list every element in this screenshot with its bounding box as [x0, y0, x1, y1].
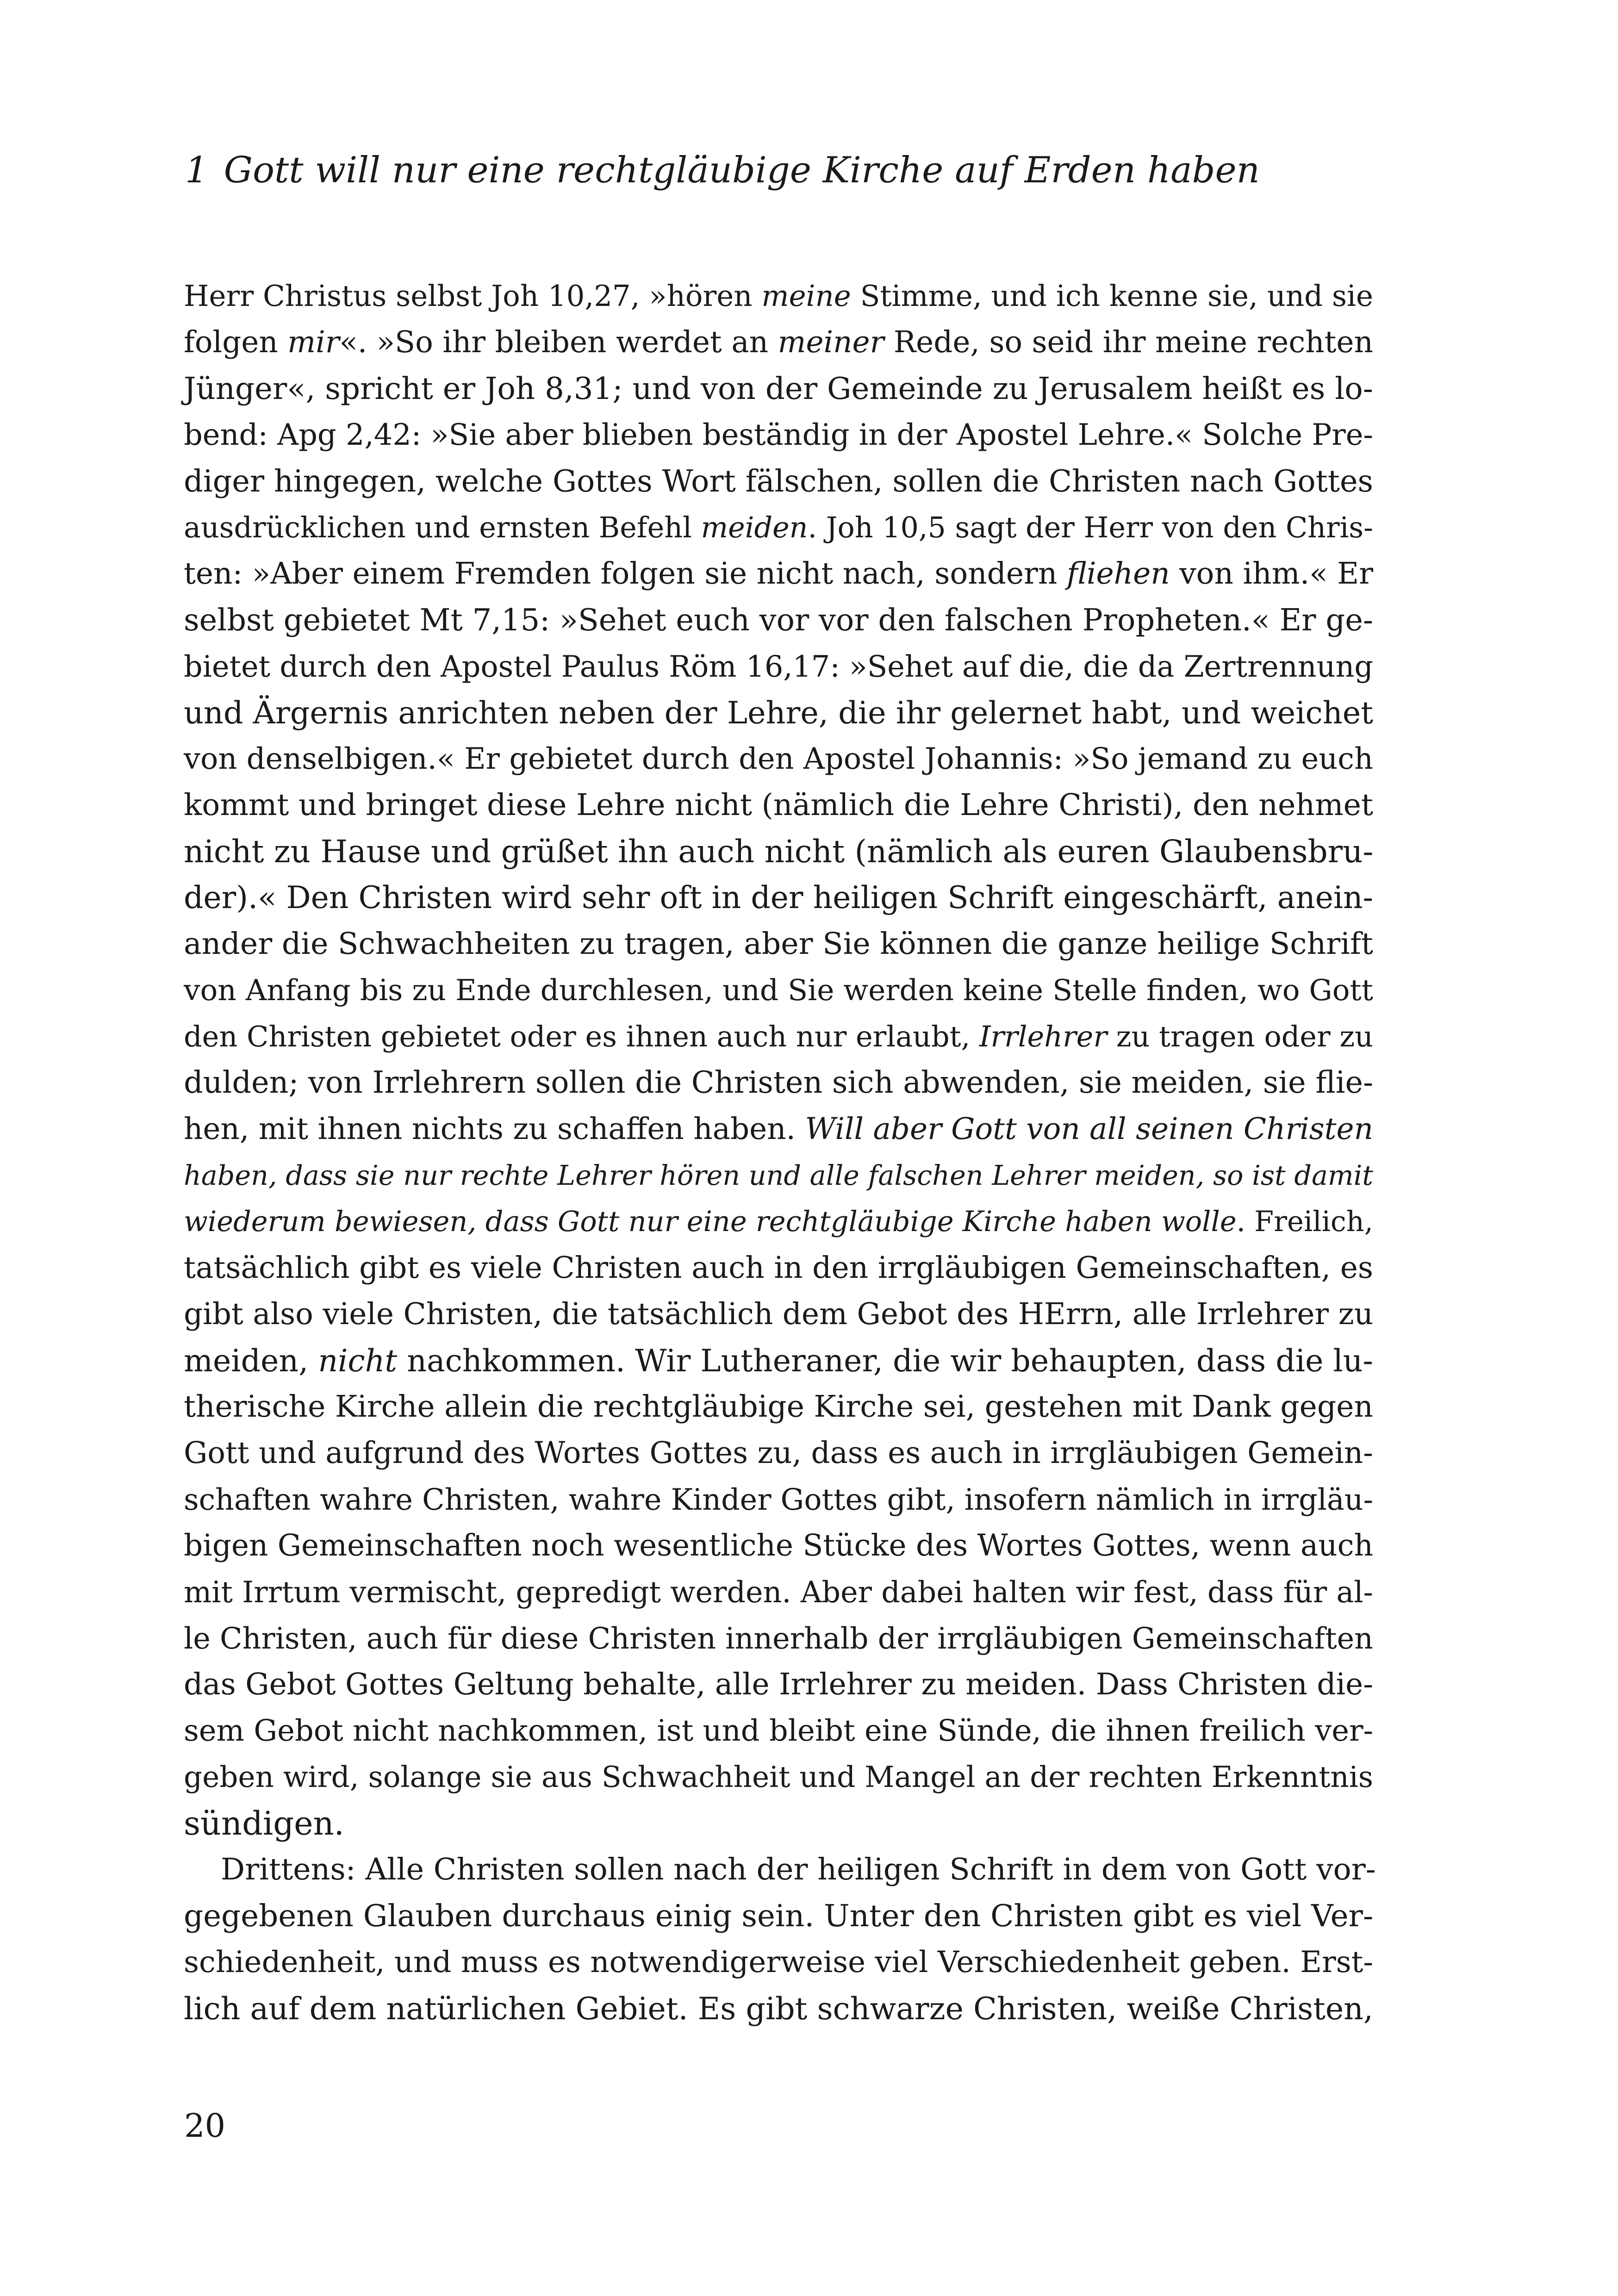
text-line — [184, 1708, 1373, 1754]
emphasized-text: nicht — [318, 1343, 398, 1379]
text-run: tatsächlich gibt es viele Christen auch in den irrgläubigen Gemeinschaften, es — [184, 1251, 1373, 1285]
text-line — [184, 1754, 1373, 1800]
text-line — [184, 1014, 1373, 1060]
text-line — [184, 921, 1373, 967]
body-text — [184, 273, 1376, 2032]
text-line — [184, 1430, 1373, 1476]
text-line — [184, 1985, 1373, 2032]
text-run: von ihm.« Er — [1170, 556, 1374, 591]
text-line — [184, 828, 1373, 875]
text-run: bend: Apg 2,42: »Sie aber blieben beständig in der Apostel Lehre.« Solche Pre- — [184, 418, 1373, 452]
text-run: . Freilich, — [1236, 1206, 1373, 1238]
text-run: den Christen gebietet oder es ihnen auch nur erlaubt, — [184, 1020, 979, 1053]
emphasized-text: mir — [287, 325, 340, 360]
text-run: Gott und aufgrund des Wortes Gottes zu, dass es auch in irrgläubigen Gemein- — [184, 1436, 1373, 1470]
chapter-number: 1 — [185, 149, 208, 191]
text-run: Rede, so seid ihr meine rechten — [884, 325, 1373, 360]
text-run: folgen — [184, 325, 288, 360]
emphasized-text: Will aber Gott von all seinen Christen — [805, 1112, 1373, 1146]
text-run: schiedenheit, und muss es notwendigerweise viel Verschiedenheit geben. Erst- — [184, 1945, 1373, 1979]
text-run: therische Kirche allein die rechtgläubige Kirche sei, gestehen mit Dank gegen — [184, 1389, 1373, 1424]
text-line — [184, 875, 1373, 921]
text-line — [184, 458, 1373, 504]
text-line — [184, 1106, 1373, 1152]
chapter-title: Gott will nur eine rechtgläubige Kirche auf Erden haben — [224, 149, 1260, 191]
text-line — [184, 1291, 1373, 1338]
emphasized-text: meiden — [701, 511, 808, 544]
text-run: gegebenen Glauben durchaus einig sein. Unter den Christen gibt es viel Ver- — [184, 1898, 1374, 1934]
text-line — [184, 1338, 1373, 1384]
text-line — [184, 412, 1373, 458]
text-run: meiden, — [184, 1343, 318, 1379]
text-run: ander die Schwachheiten zu tragen, aber Sie können die ganze heilige Schrift — [184, 927, 1373, 961]
text-run: sem Gebot nicht nachkommen, ist und bleibt eine Sünde, die ihnen freilich ver- — [184, 1714, 1373, 1748]
text-line — [184, 366, 1373, 412]
text-run: schaften wahre Christen, wahre Kinder Gottes gibt, insofern nämlich in irrgläu- — [184, 1482, 1373, 1517]
text-run: von denselbigen.« Er gebietet durch den Apostel Johannis: »So jemand zu euch — [184, 742, 1373, 776]
text-run: Stimme, und ich kenne sie, und sie — [851, 279, 1373, 313]
text-run: hen, mit ihnen nichts zu schaffen haben. — [184, 1112, 805, 1146]
text-line — [184, 1661, 1373, 1708]
text-line — [184, 1060, 1373, 1106]
text-run: von Anfang bis zu Ende durchlesen, und Sie werden keine Stelle finden, wo Gott — [184, 973, 1373, 1007]
text-line — [184, 504, 1373, 551]
text-line — [184, 1800, 1373, 1847]
text-run: bigen Gemeinschaften noch wesentliche Stücke des Wortes Gottes, wenn auch — [184, 1528, 1373, 1563]
text-line — [184, 782, 1373, 828]
text-line — [184, 551, 1373, 597]
text-run: «. »So ihr bleiben werdet an — [339, 325, 778, 360]
text-run: Jünger«, spricht er Joh 8,31; und von der Gemeinde zu Jerusalem heißt es lo- — [184, 371, 1373, 406]
text-line — [184, 1523, 1373, 1569]
text-run: Herr Christus selbst Joh 10,27, »hören — [184, 279, 762, 313]
text-run: lich auf dem natürlichen Gebiet. Es gibt schwarze Christen, weiße Christen, — [184, 1991, 1373, 2027]
emphasized-text: Irrlehrer — [979, 1020, 1107, 1053]
text-run: le Christen, auch für diese Christen innerhalb der irrgläubigen Gemeinschaften — [184, 1621, 1373, 1655]
running-head — [185, 147, 1370, 193]
emphasized-text: wiederum bewiesen, dass Gott nur eine rechtgläubige Kirche haben wolle — [184, 1206, 1237, 1238]
emphasized-text: meine — [761, 279, 851, 313]
text-line — [184, 597, 1373, 643]
text-line — [184, 1893, 1373, 1939]
text-run: Drittens: Alle Christen sollen nach der heiligen Schrift in dem von Gott vor- — [221, 1852, 1376, 1887]
text-run: ten: »Aber einem Fremden folgen sie nicht nach, sondern — [184, 556, 1067, 591]
text-line — [184, 736, 1373, 782]
emphasized-text: meiner — [778, 325, 884, 360]
text-run: sündigen. — [184, 1804, 344, 1842]
text-line — [184, 1847, 1376, 1893]
text-run: ausdrücklichen und ernsten Befehl — [184, 511, 701, 544]
text-run: . Joh 10,5 sagt der Herr von den Chris- — [808, 511, 1373, 544]
text-line — [184, 690, 1373, 736]
text-line — [184, 1245, 1373, 1291]
text-run: geben wird, solange sie aus Schwachheit und Mangel an der rechten Erkenntnis — [184, 1760, 1373, 1794]
text-run: dulden; von Irrlehrern sollen die Christen sich abwenden, sie meiden, sie flie- — [184, 1065, 1373, 1100]
emphasized-text: haben, dass sie nur rechte Lehrer hören und alle falschen Lehrer meiden, so ist damit — [184, 1160, 1373, 1191]
text-run: bietet durch den Apostel Paulus Röm 16,17: »Sehet auf die, die da Zertrennung — [184, 649, 1373, 684]
page-number: 20 — [184, 2107, 226, 2145]
text-line — [184, 1939, 1373, 1985]
text-line — [184, 1152, 1373, 1199]
text-line — [184, 967, 1373, 1014]
text-line — [184, 1569, 1373, 1615]
text-line — [184, 1615, 1373, 1661]
text-run: das Gebot Gottes Geltung behalte, alle Irrlehrer zu meiden. Dass Christen die- — [184, 1667, 1373, 1702]
text-run: gibt also viele Christen, die tatsächlich dem Gebot des HErrn, alle Irrlehrer zu — [184, 1297, 1373, 1332]
text-run: der).« Den Christen wird sehr oft in der heiligen Schrift eingeschärft, anein- — [184, 880, 1373, 915]
text-run: selbst gebietet Mt 7,15: »Sehet euch vor vor den falschen Propheten.« Er ge- — [184, 603, 1373, 638]
text-run: diger hingegen, welche Gottes Wort fälschen, sollen die Christen nach Gottes — [184, 464, 1373, 499]
text-run: kommt und bringet diese Lehre nicht (nämlich die Lehre Christi), den nehmet — [184, 788, 1374, 822]
text-line — [184, 1199, 1373, 1245]
text-line — [184, 1476, 1373, 1523]
text-line — [184, 643, 1373, 690]
text-run: nicht zu Hause und grüßet ihn auch nicht (nämlich als euren Glaubensbru- — [184, 833, 1374, 870]
text-run: mit Irrtum vermischt, gepredigt werden. Aber dabei halten wir fest, dass für al- — [184, 1575, 1373, 1609]
text-line — [184, 273, 1373, 319]
text-run: nachkommen. Wir Lutheraner, die wir behaupten, dass die lu- — [397, 1343, 1373, 1379]
emphasized-text: fliehen — [1066, 556, 1170, 591]
text-run: zu tragen oder zu — [1107, 1020, 1373, 1053]
text-line — [184, 319, 1373, 366]
text-run: und Ärgernis anrichten neben der Lehre, die ihr gelernet habt, und weichet — [184, 695, 1373, 731]
text-line — [184, 1384, 1373, 1430]
